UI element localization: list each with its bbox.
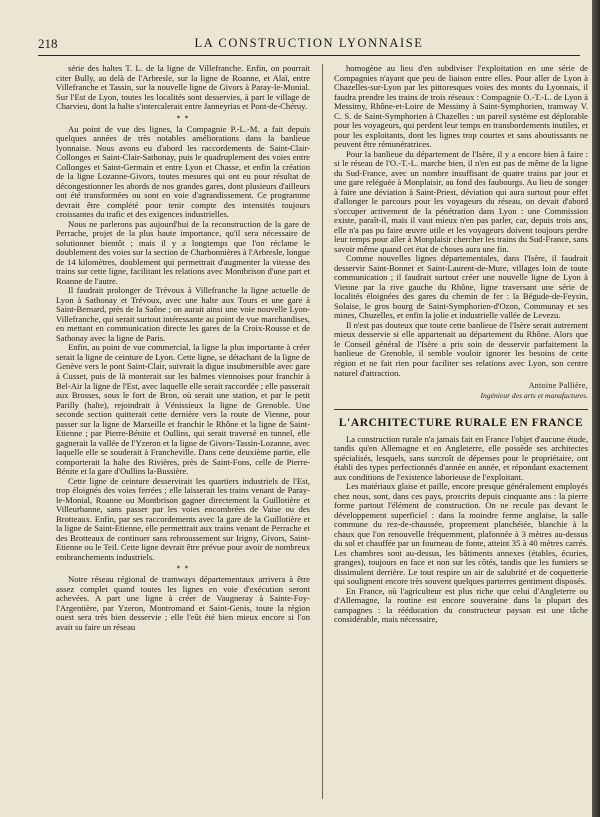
author-title: Ingénieur des arts et manufactures. [480, 390, 588, 400]
section-separator: * * [176, 113, 190, 123]
journal-title: LA CONSTRUCTION LYONNAISE [194, 36, 424, 50]
paragraph: Notre réseau régional de tramways départementaux arrivera à être assez complet quand toutes les lignes en voie d'exécution seront achevées. A part une ligne à créer de Vaugneray à Sainte-Foy-l'Argentière, par Yzeron, Montromand et Saint-Genis, toute la région ouest sera très bien desservie ; elle l'eût été bien mieux encore si l'on avait su faire un réseau [56, 574, 310, 632]
paragraph: Enfin, au point de vue commercial, la ligne la plus importante à créer serait la ligne de ceinture de Lyon. Cette ligne, se détachant de la ligne de Genève vers le pont Saint-Clair, suivrait la digue insubmersible avec gare à Cusset, puis de là monterait sur les balmes viennoises pour franchir à Bel-Air la ligne de l'Est, avec laquelle elle serait raccordée ; elle passerait aux Brosses, sous le fort de Bron, où serait une station, et par le petit Parilly (halte), rejoindrait à Vénissieux la ligne de Grenoble. Une seconde section quitterait cette dernière vers la route de Vienne, pour passer sur la ligne de Marseille et franchir le Rhône et la ligne de Saint-Etienne ; par Pierre-Bénite et Oullins, qui serait traversé en tunnel, elle gagnerait la vallée de l'Yzeron et la ligne de Givors-Tassin-Lozanne, avec laquelle elle se souderait à Francheville. Dans cette deuxième partie, elle comporterait la halte des Rivières, près de Saint-Fons, celle de Pierre-Bénite et la gare d'Oullins la-Bussière. [56, 342, 310, 477]
author-name: Antoine Pallière, [528, 381, 588, 391]
paragraph: En France, où l'agriculteur est plus riche que celui d'Angleterre ou d'Allemagne, la routine est encore souveraine dans la plupart des campagnes : la rééducation du constructeur paysan est une tâche considérable, mais nécessaire, [334, 585, 588, 625]
paragraph: série des haltes T. L. de la ligne de Villefranche. Enfin, on pourrait citer Bully, au delà de l'Arbresle, sur la ligne de Roanne, et Alaï, entre Villefranche et Tassin, sur la nouvelle ligne de Givors à Paray-le-Monial. Sur l'Est de Lyon, toutes les localités sont desservies, à part le village de Charvieu, dont la halte s'intercalerait entre Janneyrias et Pont-de-Chéruy. [56, 64, 310, 112]
header-rule [38, 55, 580, 56]
running-header [38, 36, 580, 52]
article-divider [334, 409, 588, 410]
paragraph: Il n'est pas douteux que toute cette banlieue de l'Isère serait autrement mieux desservie si elle appartenait au département du Rhône. Alors que le Conseil général de l'Isère a pris soin de desservir parfaitement la banlieue de Grenoble, il semble vouloir ignorer les besoins de cette région et ne fait rien pour faciliter ses relations avec Lyon, son centre naturel d'attraction. [334, 319, 588, 378]
paragraph: Cette ligne de ceinture desservirait les quartiers industriels de l'Est, trop éloignés des voies ferrées ; elle laisserait les trains venant de Paray-le-Monial, Roanne ou Montbrison gagner directement la Guillotière et Villeurbanne, sans passer par les voies encombrées de Vaise ou des Brotteaux. Enfin, par ses raccordements avec la gare de la Guillotière et la ligne de Saint-Etienne, elle permettrait aux trains venant de Perrache et des Brotteaux de continuer sans rebroussement sur Irigny, Givors, Saint-Etienne ou le Teil. Cette ligne devrait être prévue pour avoir de nombreux embranchements industriels. [56, 475, 310, 562]
paragraph: Comme nouvelles lignes départementales, dans l'Isère, il faudrait desservir Saint-Bonnet et Saint-Laurent-de-Mure, villages loin de toute communication ; il faudrait surtout créer une nouvelle ligne de Lyon à Vienne par la rive gauche du Rhône, ligne traversant une série de localités éloignées des gares du chemin de fer : la Bégude-de-Feysin, Solaise, le gros bourg de Saint-Symphorien-d'Ozon, Communay et ses mines, Chuzelles, et enfin la jolie et industrielle vallée de Levezu. [334, 253, 588, 321]
paragraph: La construction rurale n'a jamais fait en France l'objet d'aucune étude, tandis qu'en Allemagne et en Angleterre, elle possède ses architectes spécialisés, lesquels, sans surcroît de dépenses pour le propriétaire, ont établi des types perfectionnés d'année en année, et répondant exactement aux conditions de l'existence laborieuse de l'exploitant. [334, 433, 588, 482]
paragraph: homogène au lieu d'en subdiviser l'exploitation en une série de Compagnies n'ayant que peu de liaison entre elles. Pour aller de Lyon à Chazelles-sur-Lyon par les pittoresques voies des monts du Lyonnais, il faudra prendre les trains de trois réseaux : Compagnie O.-T.-L. de Lyon à Messimy, Rhône-et-Loire de Messimy à Saint-Symphorien, tramway V. C. S. de Saint-Symphorien à Chazelles : un pareil système est déplorable pour les voyageurs, qui perdent leur temps en transbordements inutiles, et pour les exploitants, dont les lignes trop courtes et sans aboutissants ne peuvent être rémunératrices. [334, 64, 588, 150]
paragraph: Pour la banlieue du département de l'Isère, il y a encore bien à faire : si le réseau de l'O.-T.-L. marche bien, il n'en est pas de même de la ligne du Sud-France, avec un nombre insuffisant de quatre trains par jour et une gare reléguée à Monplaisir, au fond des faubourgs. Au lieu de songer à faire une déviation à Saint-Priest, déviation qui aura surtout pour effet d'allonger le parcours pour les voyageurs du réseau, on devait d'abord s'occuper activement de la pénétration dans Lyon : une Commission existe, paraît-il, mais il vaut mieux n'en pas parler, car, depuis trois ans, elle n'a pas pu faire œuvre utile et les voyageurs doivent toujours perdre leur temps pour aller à Monplaisir chercher les trains du Sud-France, sans savoir même quand cet état de choses aura une fin. [334, 148, 588, 254]
section-separator: * * [176, 564, 190, 574]
page-number: 218 [38, 36, 58, 51]
column-divider [322, 64, 323, 799]
right-column [334, 64, 588, 799]
paragraph: Il faudrait prolonger de Trévoux à Villefranche la ligne actuelle de Lyon à Sathonay et Trévoux, avec une halte aux Tours et une gare à Saint-Bernard, près de la Saône ; on aurait ainsi une voie nouvelle Lyon-Villefranche, qui serait surtout intéressante au point de vue marchandises, en mettant en communication directe les gares de la Croix-Rousse et de Sathonay avec la ligne de Paris. [56, 285, 310, 343]
page-edge [592, 0, 600, 817]
paragraph: Nous ne parlerons pas aujourd'hui de la reconstruction de la gare de Perrache, projet de la plus haute importance, qu'il sera nécessaire de solutionner bientôt ; mais il y a longtemps que l'on réclame le doublement des voies sur la section de Charbonnières à l'Arbresle, longue de 14 kilomètres, doublement qui permettrait d'augmenter la vitesse des trains sur cette ligne, facilitant les relations avec Montbrison d'une part et Roanne de l'autre. [56, 218, 310, 286]
paragraph: Les matériaux glaise et paille, encore presque généralement employés chez nous, sont, dans ces pays, proscrits depuis cinquante ans : la pierre forme partout l'élément de construction. On ne recule pas devant le développement superficiel : dans la moindre ferme anglaise, la salle commune du rez-de-chaussée, proprement planchéiée, blanchie à la chaux que l'on renouvelle fréquemment, plafonnée à 3 mètres au-dessus du sol et chauffée par un fourneau de fonte, atteint 35 à 40 mètres carrés. Les chambres sont au-dessus, les bâtiments annexes (étables, écuries, granges), toujours en face et non sur les côtés, tandis que les fumiers se dissimulent derrière. Le tout respire un air de salubrité et de coquetterie qui soulignent encore très souvent quelques parterres gentiment disposés. [334, 481, 588, 587]
article-title: L'ARCHITECTURE RURALE EN FRANCE [338, 417, 584, 430]
paragraph: Au point de vue des lignes, la Compagnie P.-L.-M. a fait depuis quelques années de très notables améliorations dans la banlieue lyonnaise. Nous avons eu d'abord les raccordements de Saint-Clair-Collonges et Saint-Clair-Sathonay, puis le quadruplement des voies entre Collonges et Saint-Germain et entre Lyon et Chasse, et enfin la création de la ligne Lozanne-Givors, toutes mesures qui ont eu pour résultat de décongestionner les abords de nos grandes gares, dont plusieurs d'ailleurs ont été transformées ou sont en voie d'agrandissement. Ce programme devrait être complété pour tenir compte des intensités toujours croissantes du trafic et des exigences industrielles. [56, 123, 310, 220]
left-column [56, 64, 310, 799]
